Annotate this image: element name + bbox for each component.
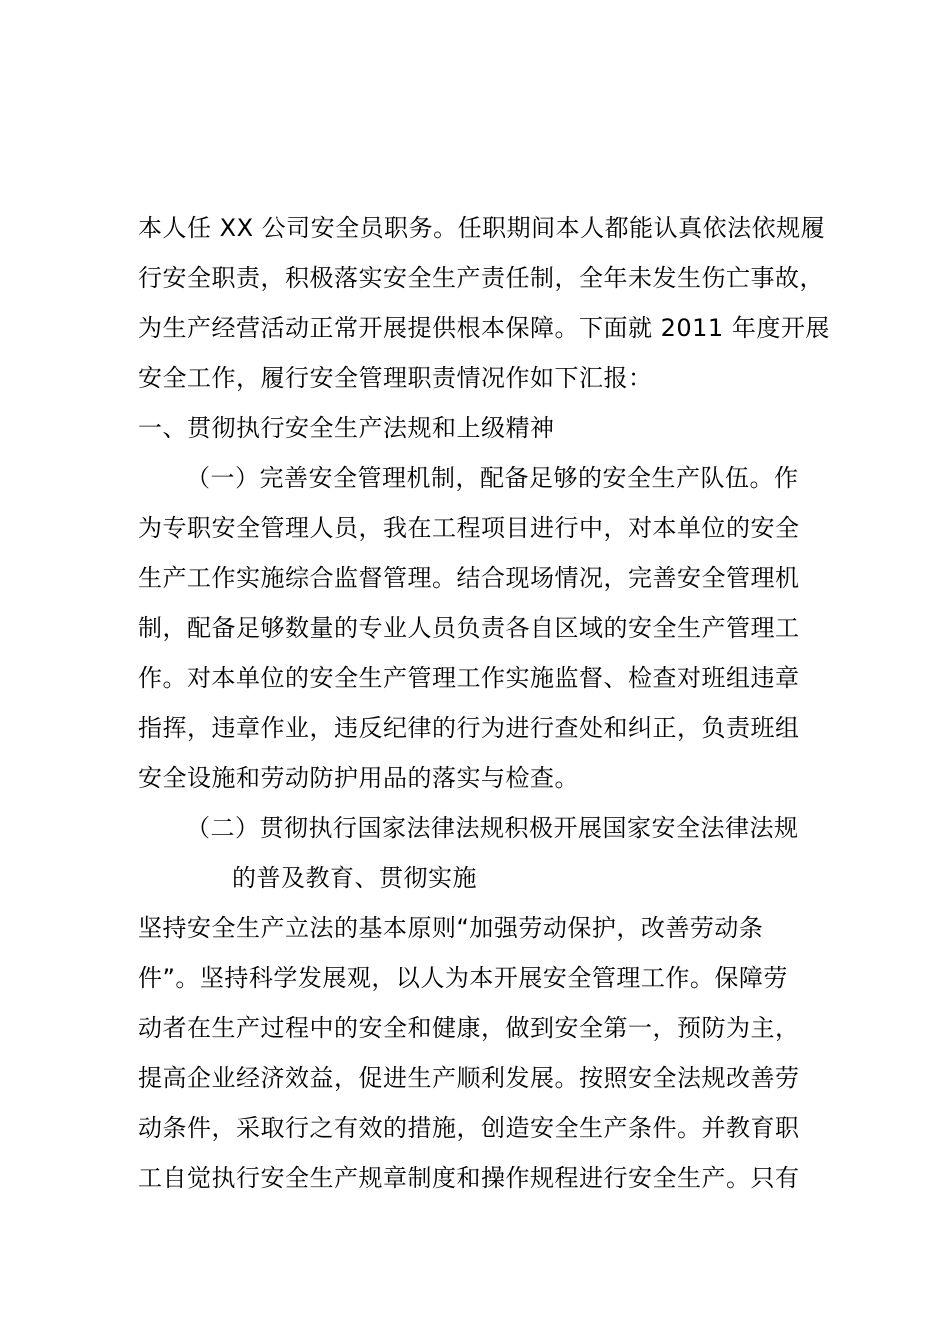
- subsection-1-line-1: （一）完善安全管理机制，配备足够的安全生产队伍。作: [186, 464, 799, 492]
- subsection-2-body-line-1: 坚持安全生产立法的基本原则“加强劳动保护，改善劳动条: [138, 914, 764, 942]
- subsection-1-line-4: 制，配备足够数量的专业人员负责各自区域的安全生产管理工: [138, 614, 800, 642]
- subsection-2-heading-line-2: 的普及教育、贯彻实施: [232, 864, 477, 892]
- subsection-1-line-5: 作。对本单位的安全生产管理工作实施监督、检查对班组违章: [138, 664, 800, 692]
- intro-paragraph-line-2: 行安全职责，积极落实安全生产责任制，全年未发生伤亡事故，: [138, 264, 824, 292]
- subsection-2-heading-line-1: （二）贯彻执行国家法律法规积极开展国家安全法律法规: [186, 814, 799, 842]
- subsection-1-line-7: 安全设施和劳动防护用品的落实与检查。: [138, 764, 579, 792]
- subsection-2-body-line-6: 工自觉执行安全生产规章制度和操作规程进行安全生产。只有: [138, 1164, 800, 1192]
- intro-paragraph-line-1: 本人任 XX 公司安全员职务。任职期间本人都能认真依法依规履: [138, 214, 826, 242]
- section-heading-1: 一、贯彻执行安全生产法规和上级精神: [138, 414, 555, 442]
- intro-paragraph-line-3: 为生产经营活动正常开展提供根本保障。下面就 2011 年度开展: [138, 314, 830, 342]
- subsection-2-body-line-4: 提高企业经济效益，促进生产顺利发展。按照安全法规改善劳: [138, 1064, 800, 1092]
- subsection-1-line-2: 为专职安全管理人员，我在工程项目进行中，对本单位的安全: [138, 514, 800, 542]
- subsection-1-line-3: 生产工作实施综合监督管理。结合现场情况，完善安全管理机: [138, 564, 800, 592]
- subsection-2-body-line-3: 动者在生产过程中的安全和健康，做到安全第一，预防为主，: [138, 1014, 800, 1042]
- subsection-2-body-line-5: 动条件，采取行之有效的措施，创造安全生产条件。并教育职: [138, 1114, 800, 1142]
- intro-paragraph-line-4: 安全工作，履行安全管理职责情况作如下汇报：: [138, 364, 653, 392]
- subsection-1-line-6: 指挥，违章作业，违反纪律的行为进行查处和纠正，负责班组: [138, 714, 800, 742]
- subsection-2-body-line-2: 件”。坚持科学发展观，以人为本开展安全管理工作。保障劳: [138, 964, 788, 992]
